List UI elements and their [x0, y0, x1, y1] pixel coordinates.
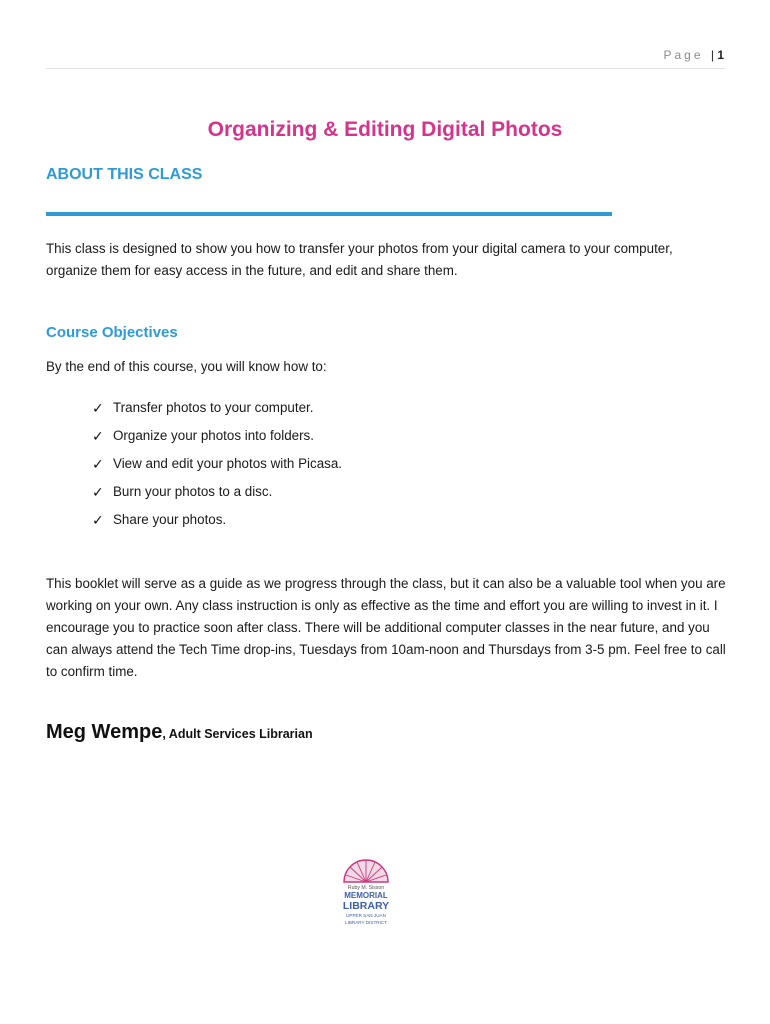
objectives-lead: By the end of this course, you will know how to:	[46, 359, 327, 374]
booklet-paragraph: This booklet will serve as a guide as we progress through the class, but it can also be a valuable tool when you are working on your own. Any class instruction is only as effective as the time and effort you are willing to invest in it. I encourage you to practice soon after class. There will be additional computer classes in the near future, and you can always attend the Tech Time drop-ins, Tuesdays from 10am-noon and Thursdays from 3-5 pm. Feel free to call to confirm time.	[46, 576, 726, 679]
logo-text-line1: Ruby M. Sisson	[347, 885, 385, 891]
logo-text-line5: LIBRARY DISTRICT	[345, 920, 387, 925]
author-role: , Adult Services Librarian	[162, 727, 313, 741]
logo-fan-icon	[344, 860, 388, 882]
page-number: 1	[717, 48, 724, 62]
check-icon: ✓	[92, 484, 104, 500]
author-name: Meg Wempe	[46, 721, 163, 743]
check-icon: ✓	[92, 428, 104, 444]
author-line	[46, 721, 313, 744]
logo-text-line2: MEMORIAL	[344, 891, 388, 900]
logo-text-line3: LIBRARY	[342, 900, 390, 912]
objective-item	[92, 422, 342, 450]
library-logo	[338, 856, 394, 930]
page-label: Page	[663, 48, 704, 62]
objective-item	[92, 394, 342, 422]
page-header	[663, 48, 724, 62]
check-icon: ✓	[92, 400, 104, 416]
objective-text: View and edit your photos with Picasa.	[113, 456, 343, 471]
check-icon: ✓	[92, 512, 104, 528]
check-icon: ✓	[92, 456, 104, 472]
objective-text: Transfer photos to your computer.	[113, 400, 314, 415]
intro-paragraph: This class is designed to show you how to transfer your photos from your digital camera to your computer, organize them for easy access in the future, and edit and share them.	[46, 241, 673, 278]
objective-text: Organize your photos into folders.	[113, 428, 314, 443]
objective-item	[92, 450, 342, 478]
page-separator: |	[710, 48, 714, 62]
objective-text: Share your photos.	[113, 512, 227, 527]
objective-item	[92, 506, 342, 534]
objective-item	[92, 478, 342, 506]
objective-text: Burn your photos to a disc.	[113, 484, 273, 499]
objectives-list	[92, 394, 342, 534]
document-title: Organizing & Editing Digital Photos	[207, 118, 563, 141]
header-divider	[46, 68, 726, 69]
section-heading-about: ABOUT THIS CLASS	[46, 166, 203, 183]
objectives-heading: Course Objectives	[46, 324, 178, 341]
logo-text-line4: UPPER SAN JUAN	[346, 913, 386, 918]
section-divider	[46, 212, 612, 216]
